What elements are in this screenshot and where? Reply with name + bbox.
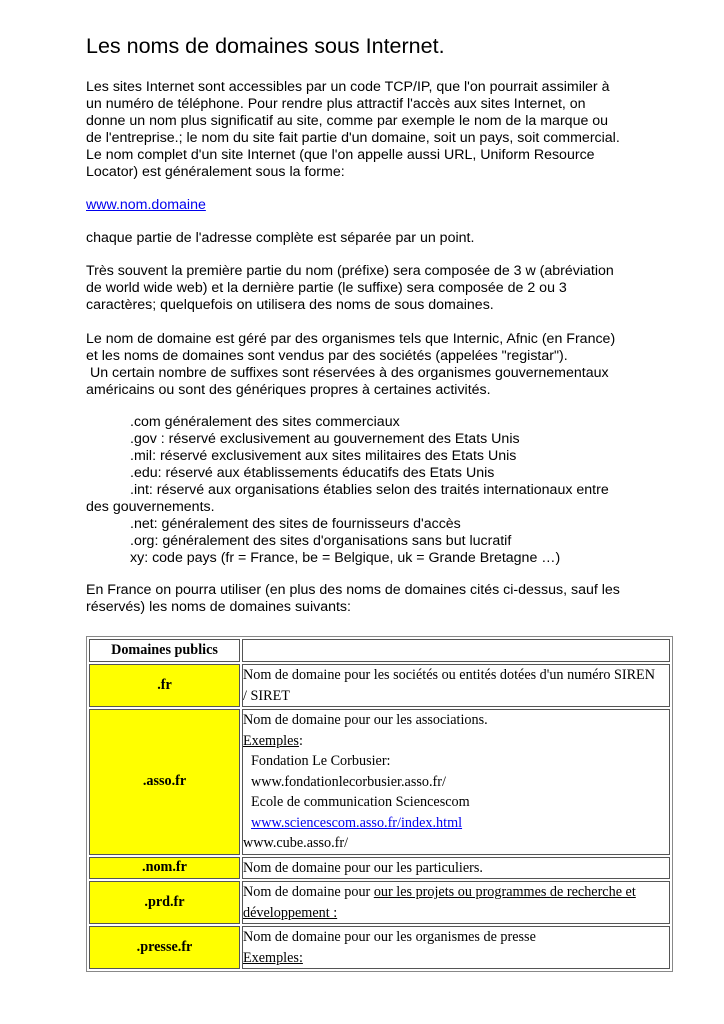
intro-paragraph	[86, 79, 646, 181]
domain-cell: .asso.fr	[89, 709, 240, 855]
list-item: .gov : réservé exclusivement au gouvernement des Etats Unis	[130, 431, 520, 447]
example-domain-link[interactable]: www.nom.domaine	[86, 197, 206, 213]
domain-cell: .presse.fr	[89, 926, 240, 969]
description-cell	[242, 857, 670, 880]
list-item: .edu: réservé aux établissements éducatifs des Etats Unis	[130, 465, 495, 481]
description-cell	[242, 709, 670, 855]
text-line: Nom de domaine pour our les organismes de presse	[243, 929, 536, 945]
text-line: américains ou sont des génériques propres à certaines activités.	[86, 382, 491, 398]
table-row	[89, 857, 670, 880]
example-link-line	[243, 813, 669, 834]
list-item: .mil: réservé exclusivement aux sites militaires des Etats Unis	[130, 448, 517, 464]
examples-line	[243, 731, 669, 752]
table-row	[89, 709, 670, 855]
description-cell	[242, 664, 670, 707]
management-paragraph	[86, 331, 646, 399]
table-row	[89, 926, 670, 969]
list-item: .com généralement des sites commerciaux	[130, 414, 400, 430]
example-url: www.fondationlecorbusier.asso.fr/	[251, 773, 446, 790]
text-line	[243, 882, 669, 903]
list-item: .org: généralement des sites d'organisations sans but lucratif	[130, 533, 512, 549]
list-item: xy: code pays (fr = France, be = Belgique, uk = Grande Bretagne …)	[130, 550, 561, 566]
example-name: Ecole de communication Sciencescom	[251, 794, 470, 810]
text-line: de world wide web) et la dernière partie (le suffixe) sera composée de 2 ou 3	[86, 280, 567, 296]
examples-label: Exemples	[243, 732, 299, 749]
text-line: Nom de domaine pour our les particuliers.	[243, 859, 483, 876]
example-link-paragraph	[86, 197, 646, 214]
text-line: Locator) est généralement sous la forme:	[86, 164, 345, 180]
text-line: un numéro de téléphone. Pour rendre plus attractif l'accès aux sites Internet, on	[86, 96, 586, 112]
list-item: .int: réservé aux organisations établies selon des traités internationaux entre	[130, 482, 609, 498]
text-underlined: développement :	[243, 904, 338, 921]
examples-colon: :	[298, 732, 303, 749]
separator-paragraph	[86, 230, 646, 247]
text-line: Les sites Internet sont accessibles par un code TCP/IP, que l'on pourrait assimiler à	[86, 79, 610, 95]
domains-table	[86, 636, 673, 972]
list-item: .net: généralement des sites de fournisseurs d'accès	[130, 516, 461, 532]
text-line: Le nom complet d'un site Internet (que l'on appelle aussi URL, Uniform Resource	[86, 147, 595, 163]
description-cell	[242, 881, 670, 924]
table-header-cell: Domaines publics	[89, 639, 240, 662]
text-underlined: our les projets ou programmes de recherche et	[373, 884, 636, 900]
text-line: caractères; quelquefois on utilisera des noms de sous domaines.	[86, 297, 494, 313]
example-url: www.cube.asso.fr/	[243, 835, 349, 851]
domain-cell: .nom.fr	[89, 857, 240, 880]
text-line: Un certain nombre de suffixes sont réservées à des organismes gouvernementaux	[86, 365, 609, 381]
examples-label: Exemples:	[243, 949, 303, 966]
text-line: et les noms de domaines sont vendus par des sociétés (appelées "registar").	[86, 348, 568, 364]
page-title: Les noms de domaines sous Internet.	[86, 34, 445, 58]
text-line: réservés) les noms de domaines suivants:	[86, 599, 351, 615]
domain-cell: .prd.fr	[89, 881, 240, 924]
list-item-continuation: des gouvernements.	[86, 499, 215, 515]
example-url-link[interactable]: www.sciencescom.asso.fr/index.html	[251, 814, 463, 831]
france-paragraph	[86, 582, 646, 616]
text-line: Nom de domaine pour our les associations.	[243, 712, 488, 728]
text-line: chaque partie de l'adresse complète est séparée par un point.	[86, 230, 475, 246]
text-line: En France on pourra utiliser (en plus des noms de domaines cités ci-dessus, sauf les	[86, 582, 620, 598]
table-header-row	[89, 639, 670, 662]
table-row	[89, 881, 670, 924]
text-plain: Nom de domaine pour	[243, 884, 374, 900]
text-line: Nom de domaine pour les sociétés ou entités dotées d'un numéro SIREN	[243, 667, 655, 683]
table-header-empty-cell	[242, 639, 670, 662]
table-row	[89, 664, 670, 707]
text-line: donne un nom plus significatif au site, comme par exemple le nom de la marque ou	[86, 113, 609, 129]
text-line: Le nom de domaine est géré par des organismes tels que Internic, Afnic (en France)	[86, 331, 616, 347]
domain-cell: .fr	[89, 664, 240, 707]
text-line: Très souvent la première partie du nom (préfixe) sera composée de 3 w (abréviation	[86, 263, 614, 279]
description-cell	[242, 926, 670, 969]
prefix-paragraph	[86, 263, 646, 314]
suffix-list	[86, 414, 646, 567]
example-name: Fondation Le Corbusier:	[251, 753, 391, 769]
text-line: de l'entreprise.; le nom du site fait partie d'un domaine, soit un pays, soit commercial.	[86, 130, 620, 146]
text-line: / SIRET	[243, 687, 290, 704]
